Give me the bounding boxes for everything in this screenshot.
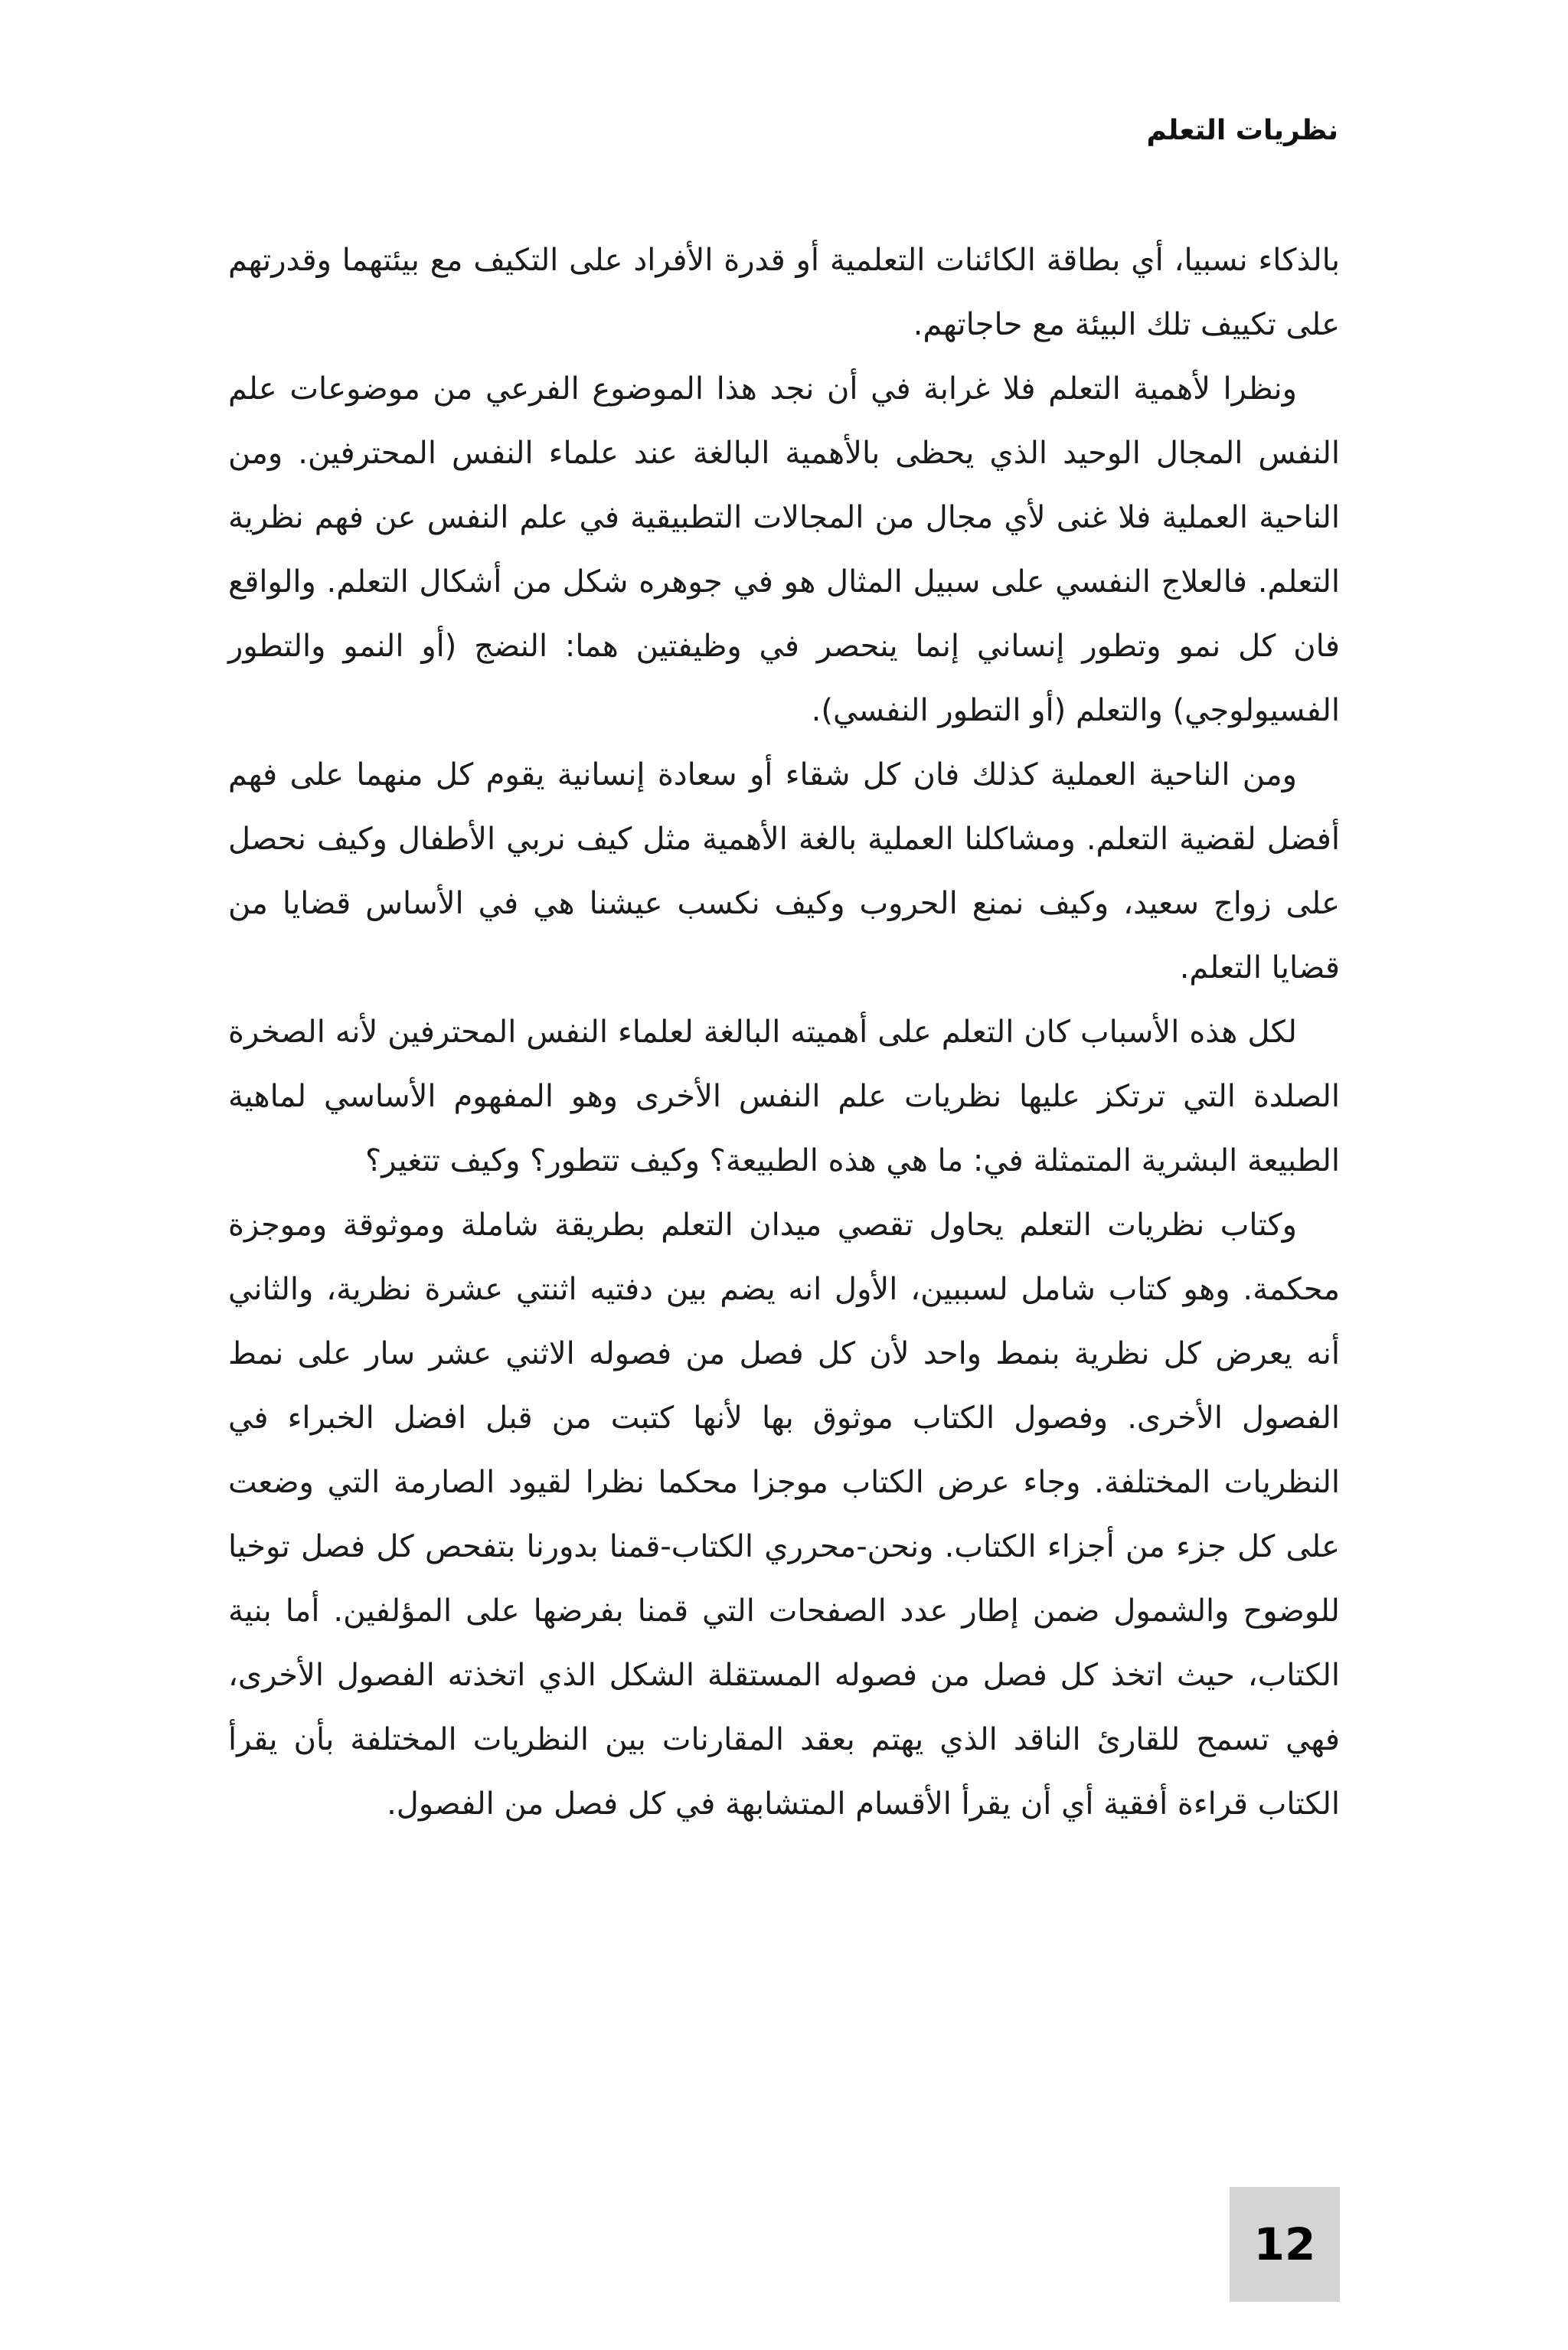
paragraph-2: ونظرا لأهمية التعلم فلا غرابة في أن نجد هذا الموضوع الفرعي من موضوعات علم النفس المجال الوحيد الذي يحظى بالأهمية البالغة عند علماء النفس المحترفين. ومن الناحية العملية فلا غنى لأي مجال من المجالات التطبيقية في علم النفس عن فهم نظرية التعلم. فالعلاج النفسي على سبيل المثال هو في جوهره شكل من أشكال التعلم. والواقع فان كل نمو وتطور إنساني إنما ينحصر في وظيفتين هما: النضج (أو النمو والتطور الفسيولوجي) والتعلم (أو التطور النفسي).: [228, 371, 1340, 728]
page-number-box: [1230, 2187, 1340, 2302]
paragraph-1: بالذكاء نسبيا، أي بطاقة الكائنات التعلمية أو قدرة الأفراد على التكيف مع بيئتهما وقدرتهم على تكييف تلك البيئة مع حاجاتهم.: [228, 243, 1340, 342]
body-text: [228, 228, 1340, 1836]
page-number: 12: [1253, 2218, 1316, 2270]
paragraph-4: لكل هذه الأسباب كان التعلم على أهميته البالغة لعلماء النفس المحترفين لأنه الصخرة الصلدة التي ترتكز عليها نظريات علم النفس الأخرى وهو المفهوم الأساسي لماهية الطبيعة البشرية المتمثلة في: ما هي هذه الطبيعة؟ وكيف تتطور؟ وكيف تتغير؟: [228, 1015, 1340, 1178]
paragraph-5: وكتاب نظريات التعلم يحاول تقصي ميدان التعلم بطريقة شاملة وموثوقة وموجزة محكمة. وهو كتاب شامل لسببين، الأول انه يضم بين دفتيه اثنتي عشرة نظرية، والثاني أنه يعرض كل نظرية بنمط واحد لأن كل فصل من فصوله الاثني عشر سار على نمط الفصول الأخرى. وفصول الكتاب موثوق بها لأنها كتبت من قبل افضل الخبراء في النظريات المختلفة. وجاء عرض الكتاب موجزا محكما نظرا لقيود الصارمة التي وضعت على كل جزء من أجزاء الكتاب. ونحن-محرري الكتاب-قمنا بدورنا بتفحص كل فصل توخيا للوضوح والشمول ضمن إطار عدد الصفحات التي قمنا بفرضها على المؤلفين. أما بنية الكتاب، حيث اتخذ كل فصل من فصوله المستقلة الشكل الذي اتخذته الفصول الأخرى، فهي تسمح للقارئ الناقد الذي يهتم بعقد المقارنات بين النظريات المختلفة بأن يقرأ الكتاب قراءة أفقية أي أن يقرأ الأقسام المتشابهة في كل فصل من الفصول.: [228, 1208, 1340, 1822]
paragraph-3: ومن الناحية العملية كذلك فان كل شقاء أو سعادة إنسانية يقوم كل منهما على فهم أفضل لقضية التعلم. ومشاكلنا العملية بالغة الأهمية مثل كيف نربي الأطفال وكيف نحصل على زواج سعيد، وكيف نمنع الحروب وكيف نكسب عيشنا هي في الأساس قضايا من قضايا التعلم.: [228, 757, 1340, 985]
running-header-title: نظريات التعلم: [1146, 115, 1338, 146]
